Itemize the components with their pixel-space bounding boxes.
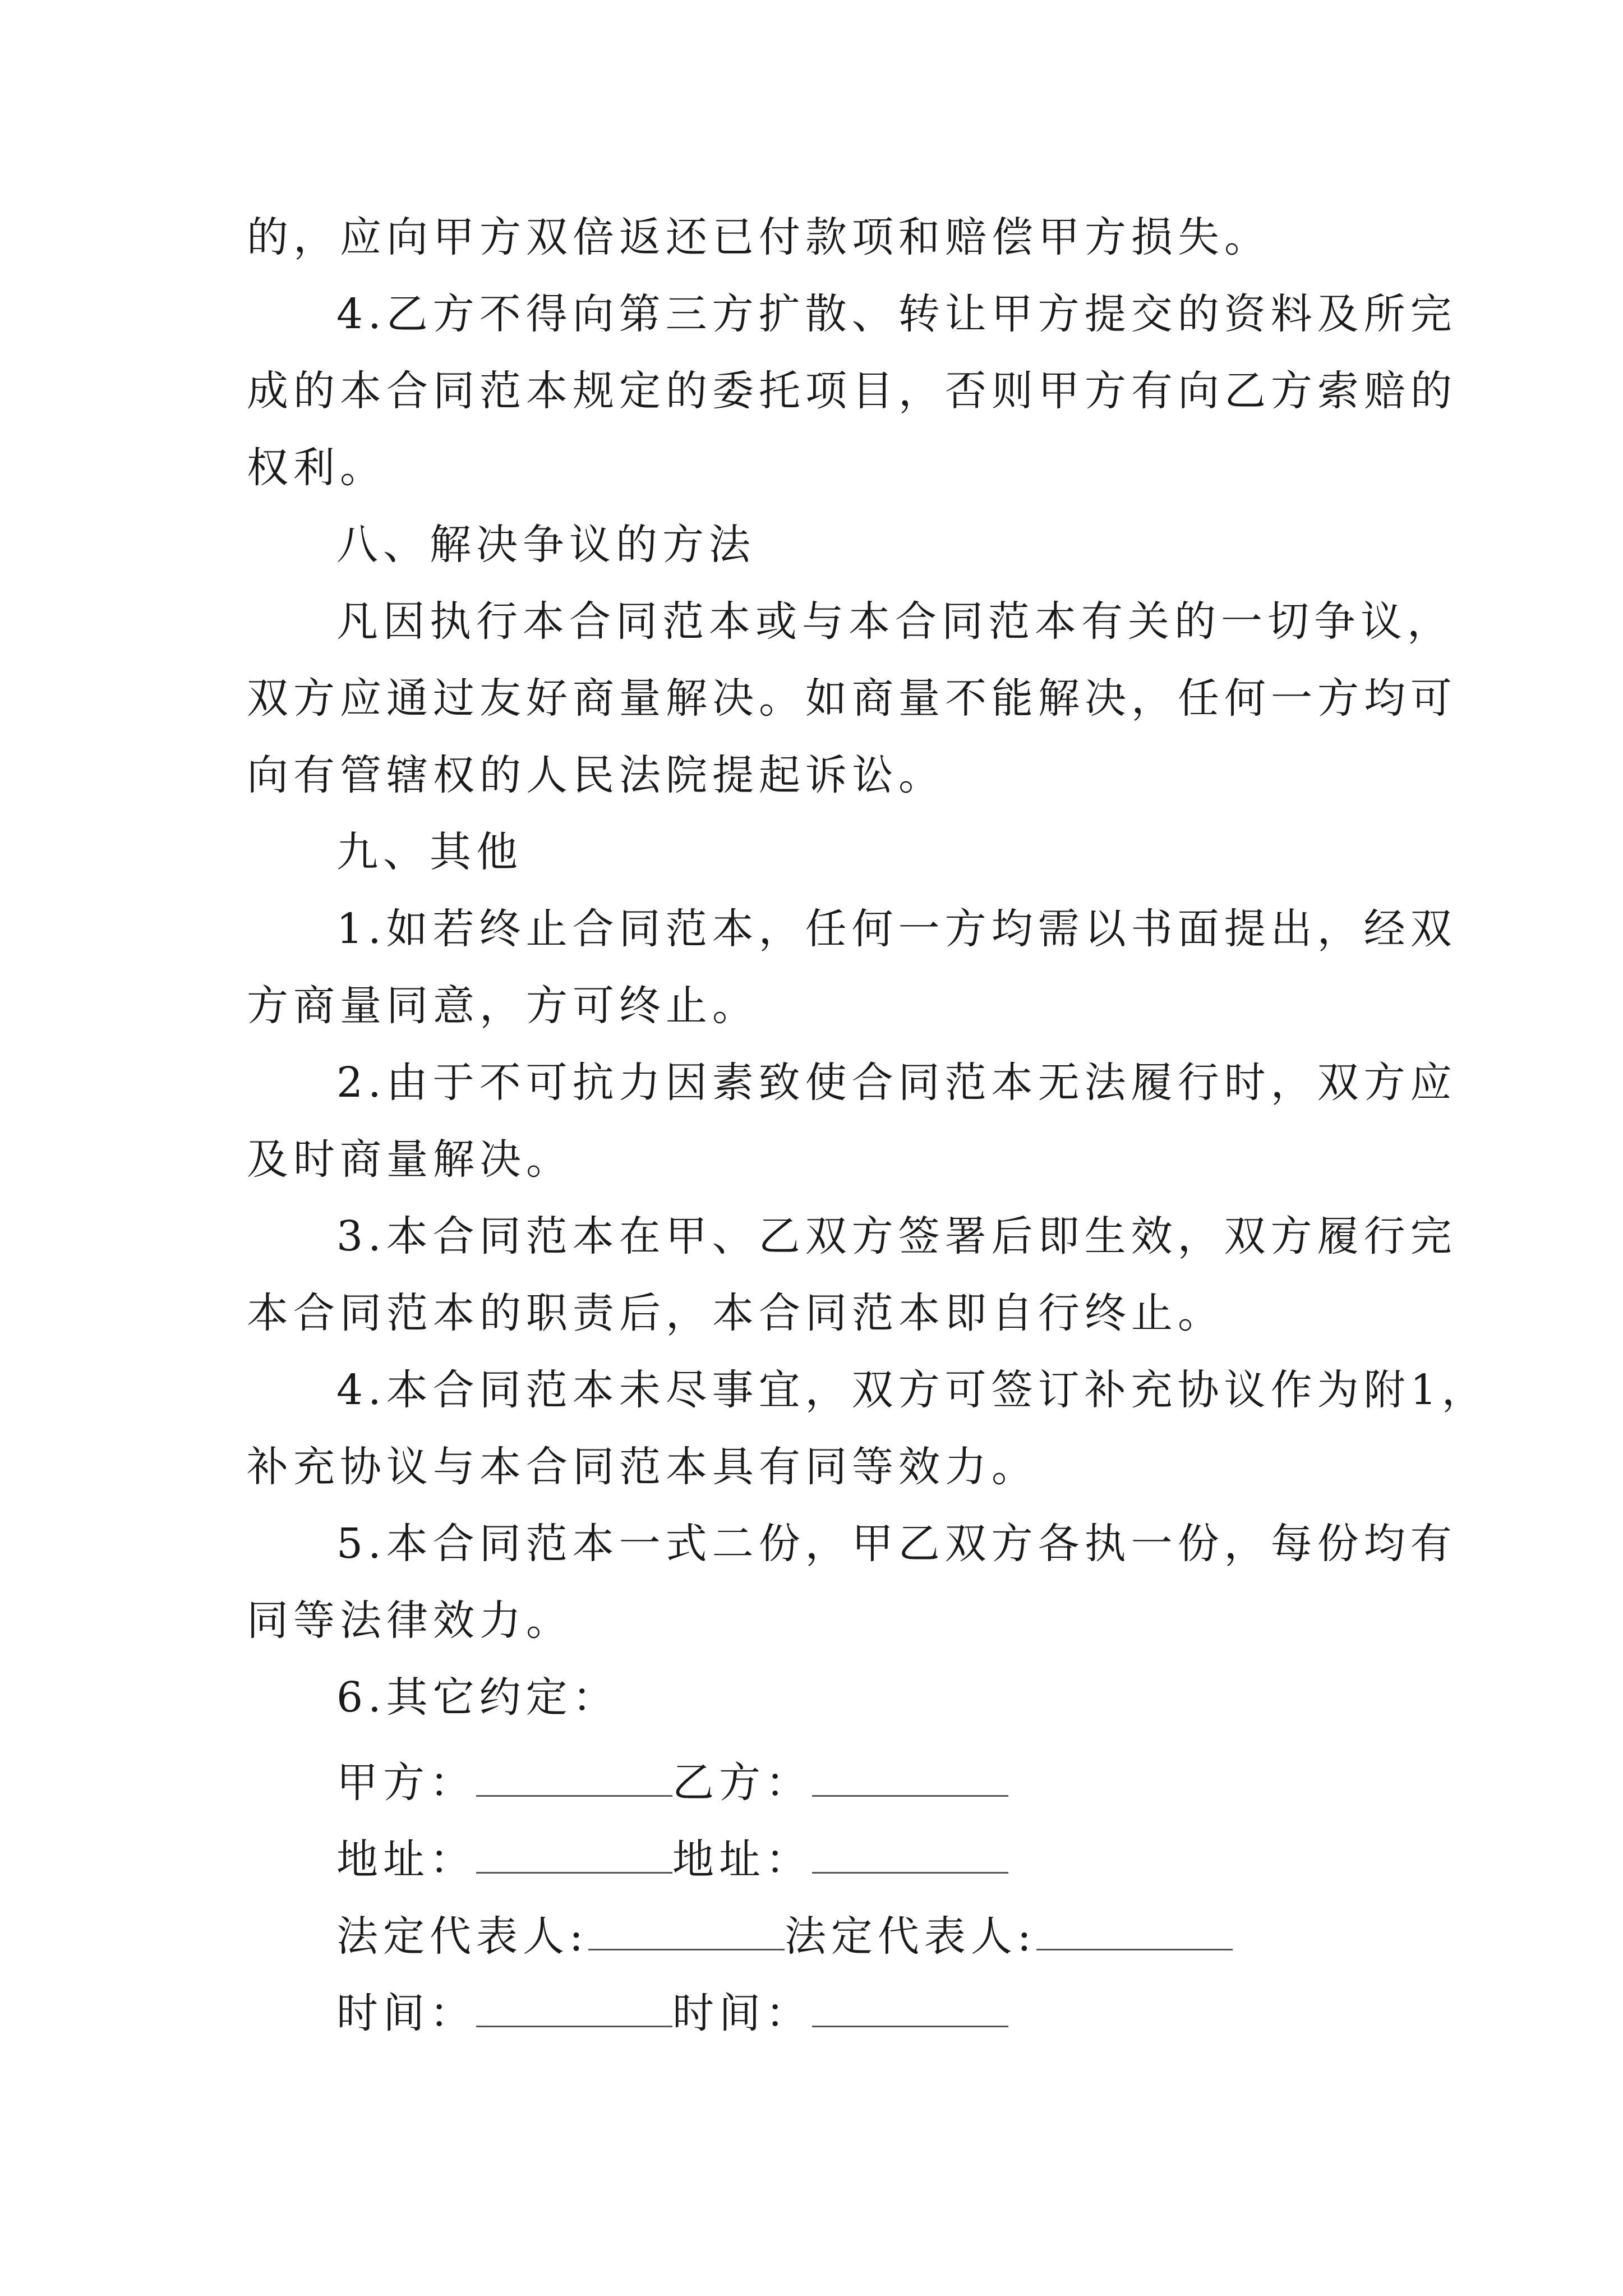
party-b-label: 乙方： bbox=[672, 1759, 812, 1807]
contract-body bbox=[247, 199, 1488, 1736]
party-a-date-label: 时间： bbox=[336, 1989, 476, 2037]
section-8-line-1: 凡因执行本合同范本或与本合同范本有关的一切争议， bbox=[336, 597, 1454, 646]
party-a-representative-blank[interactable] bbox=[588, 1915, 785, 1950]
party-b-blank[interactable] bbox=[812, 1761, 1008, 1797]
signature-block bbox=[336, 1745, 1233, 2052]
party-b-address-blank[interactable] bbox=[812, 1838, 1008, 1874]
clause-9-2-line-1: 2.由于不可抗力因素致使合同范本无法履行时，双方应 bbox=[336, 1059, 1457, 1107]
party-a-blank[interactable] bbox=[476, 1761, 672, 1797]
signature-row-address bbox=[336, 1821, 1233, 1898]
clause-9-3-line-2: 本合同范本的职责后，本合同范本即自行终止。 bbox=[247, 1289, 1224, 1337]
signature-row-party bbox=[336, 1745, 1233, 1821]
clause-7-4-line-2: 成的本合同范本规定的委托项目，否则甲方有向乙方索赔的 bbox=[247, 367, 1457, 415]
section-8-heading: 八、解决争议的方法 bbox=[336, 521, 755, 569]
party-a-label: 甲方： bbox=[336, 1759, 476, 1807]
clause-7-4-line-3: 权利。 bbox=[247, 444, 386, 492]
party-b-date-label: 时间： bbox=[672, 1989, 812, 2037]
signature-row-date bbox=[336, 1975, 1233, 2052]
party-b-date-blank[interactable] bbox=[812, 1992, 1008, 2027]
party-b-representative-label: 法定代表人: bbox=[784, 1912, 1036, 1961]
clause-9-5-line-1: 5.本合同范本一式二份，甲乙双方各执一份，每份均有 bbox=[336, 1520, 1457, 1568]
party-b-address-label: 地址： bbox=[672, 1835, 812, 1884]
section-8-line-3: 向有管辖权的人民法院提起诉讼。 bbox=[247, 751, 945, 799]
clause-9-1-line-1: 1.如若终止合同范本，任何一方均需以书面提出，经双 bbox=[336, 905, 1457, 953]
party-a-representative-label: 法定代表人: bbox=[336, 1912, 588, 1961]
clause-9-3-line-1: 3.本合同范本在甲、乙双方签署后即生效，双方履行完 bbox=[336, 1212, 1457, 1260]
party-a-address-label: 地址： bbox=[336, 1835, 476, 1884]
clause-7-4-line-1: 4.乙方不得向第三方扩散、转让甲方提交的资料及所完 bbox=[336, 290, 1457, 338]
clause-9-2-line-2: 及时商量解决。 bbox=[247, 1135, 573, 1184]
signature-row-representative bbox=[336, 1898, 1233, 1975]
clause-9-4-line-2: 补充协议与本合同范本具有同等效力。 bbox=[247, 1443, 1038, 1491]
clause-9-6-line-1: 6.其它约定： bbox=[336, 1673, 619, 1722]
body-line-1: 的，应向甲方双倍返还已付款项和赔偿甲方损失。 bbox=[247, 213, 1271, 261]
party-a-date-blank[interactable] bbox=[476, 1992, 672, 2027]
clause-9-1-line-2: 方商量同意，方可终止。 bbox=[247, 982, 759, 1030]
clause-9-5-line-2: 同等法律效力。 bbox=[247, 1596, 573, 1645]
section-8-line-2: 双方应通过友好商量解决。如商量不能解决，任何一方均可 bbox=[247, 674, 1457, 723]
section-9-heading: 九、其他 bbox=[336, 828, 523, 876]
party-a-address-blank[interactable] bbox=[476, 1838, 672, 1874]
clause-9-4-line-1: 4.本合同范本未尽事宜，双方可签订补充协议作为附1， bbox=[336, 1366, 1488, 1414]
party-b-representative-blank[interactable] bbox=[1036, 1915, 1233, 1950]
